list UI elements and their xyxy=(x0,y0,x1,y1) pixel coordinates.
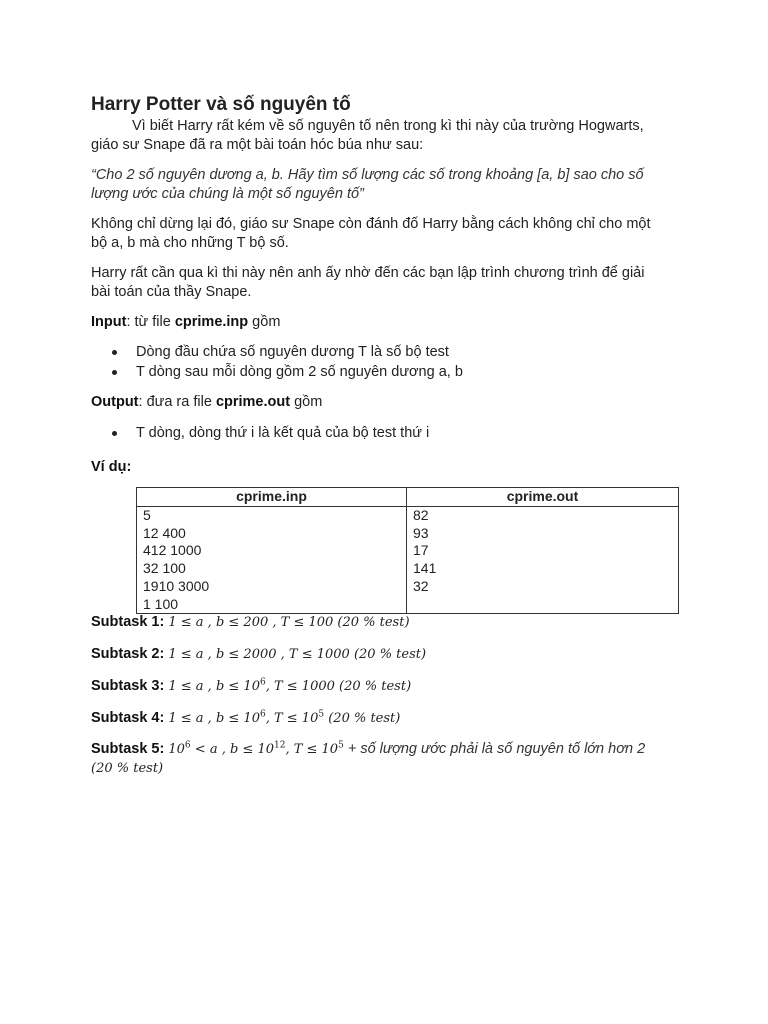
output-text-2: gồm xyxy=(290,394,323,410)
subtask-extra: + số lượng ước phải là số nguyên tố lớn hơn 2 xyxy=(343,741,646,757)
output-heading xyxy=(91,393,681,412)
output-text-1: : đưa ra file xyxy=(138,394,216,410)
subtask-2 xyxy=(91,645,691,664)
quote-line-2: lượng ước của chúng là một số nguyên tố” xyxy=(91,186,364,202)
output-list xyxy=(91,424,681,444)
inp-line: 1 100 xyxy=(143,595,179,612)
list-item xyxy=(91,343,681,363)
list-item xyxy=(91,363,681,383)
intro-line-2: giáo sư Snape đã ra một bài toán hóc búa như sau: xyxy=(91,137,424,153)
subtask-label: Subtask 1: xyxy=(91,614,165,630)
example-label: Ví dụ: xyxy=(91,459,132,475)
list-item xyxy=(91,424,681,444)
subtask-percent: (20 % test) xyxy=(91,761,164,776)
constraint-part: 1 ≤ a , b ≤ 10 xyxy=(168,711,260,726)
out-line: 32 xyxy=(413,577,429,594)
constraint-part: (20 % test) xyxy=(324,711,401,726)
inp-line: 5 xyxy=(143,507,151,523)
intro-paragraph xyxy=(91,117,681,155)
constraint-part: < a , b ≤ 10 xyxy=(190,742,274,757)
subtask-label: Subtask 3: xyxy=(91,678,165,694)
table-header-inp: cprime.inp xyxy=(137,488,407,507)
constraint-part: 10 xyxy=(168,742,185,757)
paragraph-3-line-2: bài toán của thầy Snape. xyxy=(91,284,252,300)
subtask-label: Subtask 4: xyxy=(91,710,165,726)
bullet-icon xyxy=(112,350,117,355)
exponent: 5 xyxy=(338,740,344,751)
subtask-constraint: 1 ≤ a , b ≤ 200 , T ≤ 100 (20 % test) xyxy=(168,615,410,630)
exponent: 6 xyxy=(259,677,266,688)
bullet-icon xyxy=(112,370,117,375)
constraint-part: , T ≤ 10 xyxy=(265,711,319,726)
out-line: 82 xyxy=(413,507,429,523)
constraint-part: 1 ≤ a , b ≤ 10 xyxy=(168,679,260,694)
input-text-1: : từ file xyxy=(126,314,175,330)
out-line: 17 xyxy=(413,542,429,559)
output-file-name: cprime.out xyxy=(215,394,291,410)
paragraph-3 xyxy=(91,264,681,302)
page-title: Harry Potter và số nguyên tố xyxy=(91,94,351,115)
input-label: Input xyxy=(91,314,127,330)
inp-line: 412 1000 xyxy=(143,542,202,559)
subtask-label: Subtask 5: xyxy=(91,741,165,757)
subtask-1 xyxy=(91,613,691,632)
problem-quote xyxy=(91,166,681,204)
exponent: 12 xyxy=(273,740,286,751)
constraint-part: , T ≤ 10 xyxy=(285,742,339,757)
table-cell-out xyxy=(407,507,679,614)
input-heading xyxy=(91,313,681,332)
subtask-5 xyxy=(91,740,691,778)
table-row xyxy=(137,507,679,614)
subtask-constraint: 1 ≤ a , b ≤ 2000 , T ≤ 1000 (20 % test) xyxy=(168,647,427,662)
input-file-name: cprime.inp xyxy=(174,314,249,330)
output-label: Output xyxy=(91,394,139,410)
paragraph-2-line-1: Không chỉ dừng lại đó, giáo sư Snape còn đánh đố Harry bằng cách không chỉ cho một xyxy=(91,216,651,232)
intro-line-1: Vì biết Harry rất kém về số nguyên tố nên trong kì thi này của trường Hogwarts, xyxy=(132,118,644,134)
exponent: 5 xyxy=(318,709,325,720)
example-heading xyxy=(91,458,681,477)
subtask-constraint xyxy=(168,679,411,694)
out-line: 93 xyxy=(413,524,429,541)
table-header-out: cprime.out xyxy=(407,488,679,507)
exponent: 6 xyxy=(259,709,266,720)
output-item-1: T dòng, dòng thứ i là kết quả của bộ test thứ i xyxy=(136,425,430,441)
constraint-part: , T ≤ 1000 (20 % test) xyxy=(265,679,412,694)
inp-line: 1910 3000 xyxy=(143,577,210,594)
input-item-2: T dòng sau mỗi dòng gồm 2 số nguyên dương a, b xyxy=(136,364,463,380)
inp-line: 12 400 xyxy=(143,524,186,541)
subtask-constraint xyxy=(168,711,400,726)
exponent: 6 xyxy=(184,740,191,751)
input-item-1: Dòng đầu chứa số nguyên dương T là số bộ test xyxy=(136,344,449,360)
input-list xyxy=(91,343,681,383)
inp-line: 32 100 xyxy=(143,560,186,577)
subtask-4 xyxy=(91,709,691,728)
subtask-label: Subtask 2: xyxy=(91,646,165,662)
bullet-icon xyxy=(112,431,117,436)
input-text-2: gồm xyxy=(248,314,281,330)
table-header-row xyxy=(137,488,679,507)
subtask-constraint xyxy=(168,742,343,757)
quote-line-1: “Cho 2 số nguyên dương a, b. Hãy tìm số lượng các số trong khoảng [a, b] sao cho số xyxy=(91,167,644,183)
paragraph-2-line-2: bộ a, b mà cho những T bộ số. xyxy=(91,235,289,251)
paragraph-2 xyxy=(91,215,681,253)
out-line: 141 xyxy=(413,560,437,577)
table-cell-inp xyxy=(137,507,407,614)
subtask-3 xyxy=(91,677,691,696)
paragraph-3-line-1: Harry rất cần qua kì thi này nên anh ấy nhờ đến các bạn lập trình chương trình để giải xyxy=(91,265,645,281)
sample-table xyxy=(136,487,679,614)
